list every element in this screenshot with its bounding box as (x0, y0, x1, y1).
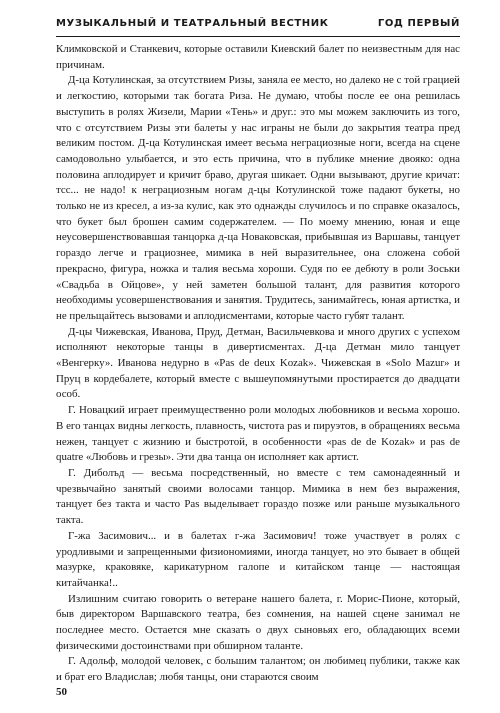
header-rule (56, 36, 460, 37)
article-body (56, 42, 460, 686)
paragraph-5: Г. Диболъд — весьма посредственный, но вместе с тем самонадеянный и чрезвычайно занятый своими волосами танцор. Мимика в нем без выражения, танцует без такта и часто Pas выделывает гораздо позже или раньше музыкального такта. (56, 466, 460, 527)
running-header (56, 18, 460, 29)
paragraph-3: Д-цы Чижевская, Иванова, Пруд, Детман, Васильчевкова и много других с успехом исполняют некоторые танцы в дивертисментах. Д-ца Детман мило танцует «Венгерку». Иванова недурно в «Pas de deux Kozak». Чижевская в «Solo Mazur» и Пруц в кордебалете, который вместе с вышеупомянутыми простирается до двадцати особ. (56, 325, 460, 401)
paragraph-4: Г. Новацкий играет преимущественно роли молодых любовников и весьма хорошо. В его танцах видны легкость, плавность, чистота pas и пируэтов, в обращениях весьма нежен, танцует с жизнию и быстротой, в особенности «pas de de Kozak» и pas de quatre «Любовь и грезы». Эти два танца он исполняет как артист. (56, 404, 460, 464)
year-label: ГОД ПЕРВЫЙ (377, 18, 460, 29)
page-number: 50 (56, 686, 67, 698)
paragraph-2: Д-ца Котулинская, за отсутствием Ризы, заняла ее место, но далеко не с той грацией и легкостию, которыми так богата Риза. Не думаю, чтобы после ее она решилась выступить в ролях Жизели, Марии «Тень» и друг.: это мы можем заключить из того, что с отсутствием Ризы эти балеты у нас играны не были до закрытия театра пред великим постом. Д-ца Котулинская имеет весьма неграциозные ноги, всегда на сцене самодовольно улыбается, и это есть причина, что в публике мнение двояко: одна половина аплодирует и кричит браво, другая шикает. Одни вызывают, другие кричат: тсс... не надо! к неграциозным ногам д-цы Котулинской тоже падают букеты, но только не из кресел, а из-за кулис, как это однажды случилось и по справке оказалось, что букет был брошен самим содержателем. — По моему мнению, юная и еще неусовершенствовавшая танцорка д-ца Новаковская, прибывшая из Варшавы, танцует гораздо легче и грациознее, мимика в ней выразительнее, она сложена собой прекрасно, фигура, ножка и талия весьма хороши. Судя по ее дебюту в роли Зоськи «Свадьба в Ойцове», у ней заметен большой талант, для развития которого необходимы усовершенствования и занятия. Трудитесь, занимайтесь, юная артистка, и не прельщайтесь вызовами и аплодисментами, которые часто губят талант. (56, 74, 460, 322)
journal-title: МУЗЫКАЛЬНЫЙ И ТЕАТРАЛЬНЫЙ ВЕСТНИК (56, 18, 329, 29)
paragraph-6: Г-жа Засимович... и в балетах г-жа Засимович! тоже участвует в ролях с уродливыми и запрещенными физиономиями, иногда танцует, но это бывает в общей мазурке, краковяке, карикатурном галопе и китайском танце — настоящая китайчанка!.. (56, 529, 460, 589)
paragraph-7: Излишним считаю говорить о ветеране нашего балета, г. Морис-Пионе, который, быв директором Варшавского театра, без сомнения, на нашей сцене занимал не последнее место. Остается мне сказать о двух сыновьях его, обладающих всеми физическими достоинствами при обширном таланте. (56, 592, 460, 652)
paragraph-1: Климковской и Станкевич, которые оставили Киевский балет по неизвестным для нас причинам. (56, 43, 460, 71)
paragraph-8: Г. Адольф, молодой человек, с большим талантом; он любимец публики, также как и брат его Владислав; любя танцы, они стараются своим (56, 655, 460, 684)
